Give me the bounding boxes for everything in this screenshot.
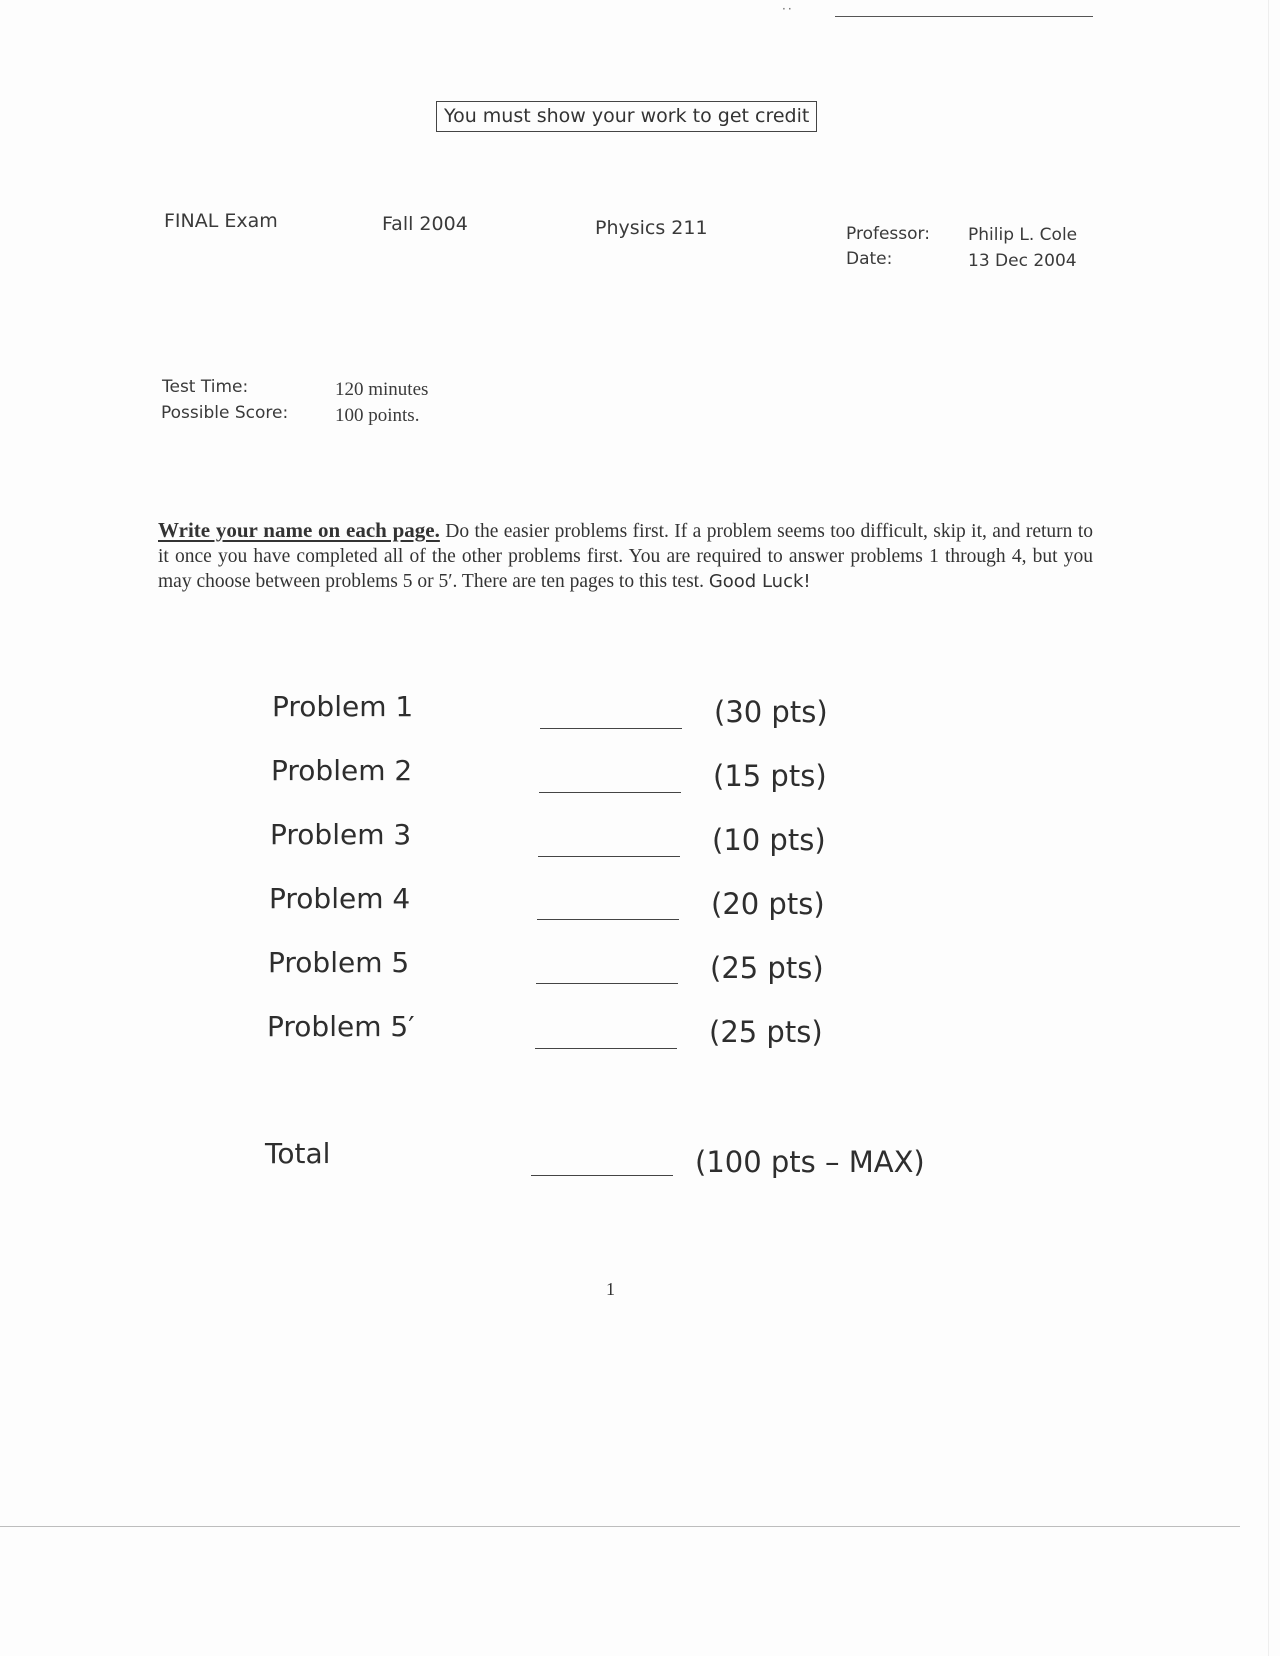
- work-notice-box: You must show your work to get credit: [436, 101, 817, 132]
- instructions-lead: Write your name on each page.: [158, 518, 440, 542]
- total-points: (100 pts – MAX): [695, 1145, 925, 1179]
- exam-term: Fall 2004: [382, 213, 468, 235]
- score-blank: [536, 983, 678, 984]
- problem-label: Problem 1: [272, 690, 414, 723]
- possible-score-label: Possible Score:: [161, 403, 289, 423]
- test-time-value: 120 minutes: [335, 379, 429, 400]
- problem-points: (25 pts): [709, 1015, 823, 1049]
- scan-right-edge: [1268, 0, 1269, 1656]
- problem-label: Problem 3: [270, 818, 412, 851]
- exam-date: 13 Dec 2004: [968, 251, 1077, 271]
- professor-label: Professor:: [846, 224, 930, 244]
- name-line: [835, 16, 1093, 17]
- problem-label: Problem 4: [269, 882, 411, 915]
- problem-points: (20 pts): [711, 887, 825, 921]
- total-label: Total: [265, 1137, 331, 1170]
- problem-points: (15 pts): [713, 759, 827, 793]
- professor-name: Philip L. Cole: [968, 225, 1078, 245]
- exam-title: FINAL Exam: [164, 210, 278, 232]
- score-blank: [538, 856, 680, 857]
- instructions-paragraph: [158, 518, 1093, 594]
- total-blank: [531, 1175, 673, 1176]
- instructions-closing: Good Luck!: [708, 571, 811, 592]
- problem-points: (25 pts): [710, 951, 824, 985]
- score-blank: [535, 1048, 677, 1049]
- test-time-label: Test Time:: [162, 377, 249, 397]
- date-label: Date:: [846, 249, 893, 269]
- score-blank: [537, 919, 679, 920]
- score-blank: [539, 792, 681, 793]
- problem-points: (30 pts): [714, 695, 828, 729]
- scan-edge-line: [0, 1526, 1240, 1527]
- instructions-body: Do the easier problems first. If a problem seems too difficult, skip it, and return to it once you have completed all of the other problems first. You are required to answer problems 1 through 4, but you may choose between problems 5 or 5′. There are ten pages to this test.: [158, 521, 1093, 592]
- problem-label: Problem 2: [271, 754, 413, 787]
- problem-label: Problem 5′: [267, 1010, 415, 1043]
- score-blank: [540, 728, 682, 729]
- possible-score-value: 100 points.: [335, 405, 420, 426]
- problem-points: (10 pts): [712, 823, 826, 857]
- scan-dots: ··: [782, 2, 794, 16]
- page-number: 1: [606, 1279, 615, 1299]
- problem-label: Problem 5: [268, 946, 410, 979]
- course-name: Physics 211: [595, 217, 708, 239]
